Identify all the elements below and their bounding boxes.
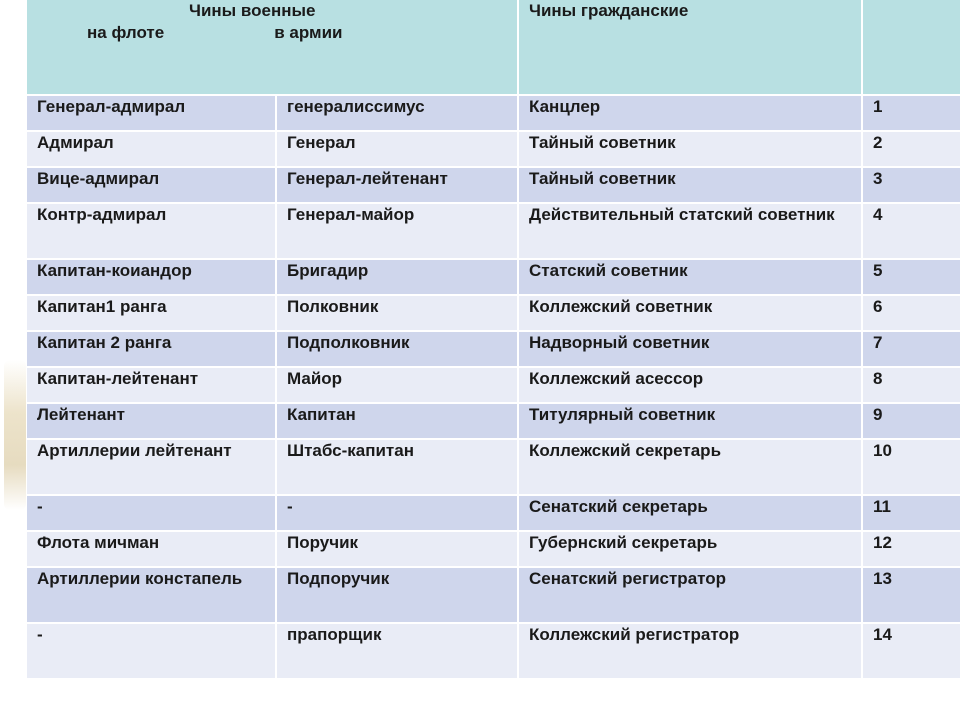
army-rank-cell: Капитан bbox=[276, 403, 518, 439]
navy-rank-cell: Капитан-лейтенант bbox=[27, 367, 276, 403]
civil-rank-cell: Действительный статский советник bbox=[518, 203, 862, 259]
class-number-cell: 12 bbox=[862, 531, 960, 567]
navy-rank-cell: Капитан 2 ранга bbox=[27, 331, 276, 367]
civil-rank-cell: Титулярный советник bbox=[518, 403, 862, 439]
civil-rank-cell: Надворный советник bbox=[518, 331, 862, 367]
army-rank-cell: Генерал bbox=[276, 131, 518, 167]
navy-rank-cell: Вице-адмирал bbox=[27, 167, 276, 203]
navy-subheader: на флоте bbox=[87, 23, 165, 42]
civil-rank-cell: Коллежский асессор bbox=[518, 367, 862, 403]
class-number-cell: 11 bbox=[862, 495, 960, 531]
civil-rank-cell: Коллежский секретарь bbox=[518, 439, 862, 495]
header-row bbox=[27, 0, 960, 95]
class-number-cell: 1 bbox=[862, 95, 960, 131]
navy-rank-cell: Лейтенант bbox=[27, 403, 276, 439]
civil-rank-cell: Коллежский советник bbox=[518, 295, 862, 331]
army-rank-cell: Поручик bbox=[276, 531, 518, 567]
army-rank-cell: Подполковник bbox=[276, 331, 518, 367]
navy-rank-cell: Генерал-адмирал bbox=[27, 95, 276, 131]
army-rank-cell: Генерал-майор bbox=[276, 203, 518, 259]
civil-rank-cell: Коллежский регистратор bbox=[518, 623, 862, 679]
navy-rank-cell: Флота мичман bbox=[27, 531, 276, 567]
civil-rank-cell: Тайный советник bbox=[518, 131, 862, 167]
decorative-edge-ornament bbox=[4, 360, 26, 510]
class-number-cell: 14 bbox=[862, 623, 960, 679]
civil-rank-cell: Сенатский регистратор bbox=[518, 567, 862, 623]
table-row bbox=[27, 403, 960, 439]
class-number-cell: 5 bbox=[862, 259, 960, 295]
army-rank-cell: Бригадир bbox=[276, 259, 518, 295]
army-rank-cell: Генерал-лейтенант bbox=[276, 167, 518, 203]
table-row bbox=[27, 167, 960, 203]
class-number-cell: 9 bbox=[862, 403, 960, 439]
class-number-cell: 8 bbox=[862, 367, 960, 403]
class-number-cell: 6 bbox=[862, 295, 960, 331]
table-row bbox=[27, 259, 960, 295]
class-number-cell: 2 bbox=[862, 131, 960, 167]
military-ranks-title: Чины военные bbox=[189, 1, 316, 20]
civil-rank-cell: Губернский секретарь bbox=[518, 531, 862, 567]
navy-rank-cell: - bbox=[27, 495, 276, 531]
army-rank-cell: Подпоручик bbox=[276, 567, 518, 623]
table-row bbox=[27, 95, 960, 131]
table-row bbox=[27, 439, 960, 495]
table-row bbox=[27, 295, 960, 331]
navy-rank-cell: Контр-адмирал bbox=[27, 203, 276, 259]
table-row bbox=[27, 495, 960, 531]
table-row bbox=[27, 131, 960, 167]
navy-rank-cell: Адмирал bbox=[27, 131, 276, 167]
navy-rank-cell: Капитан-коиандор bbox=[27, 259, 276, 295]
table-row bbox=[27, 367, 960, 403]
class-number-cell: 13 bbox=[862, 567, 960, 623]
army-subheader: в армии bbox=[274, 23, 343, 42]
army-rank-cell: - bbox=[276, 495, 518, 531]
civil-ranks-header: Чины гражданские bbox=[518, 0, 862, 95]
class-number-cell: 7 bbox=[862, 331, 960, 367]
military-subheaders bbox=[37, 22, 507, 44]
civil-rank-cell: Статский советник bbox=[518, 259, 862, 295]
civil-rank-cell: Тайный советник bbox=[518, 167, 862, 203]
navy-rank-cell: Артиллерии лейтенант bbox=[27, 439, 276, 495]
navy-rank-cell: Артиллерии констапель bbox=[27, 567, 276, 623]
class-number-cell: 10 bbox=[862, 439, 960, 495]
army-rank-cell: Полковник bbox=[276, 295, 518, 331]
table-row bbox=[27, 623, 960, 679]
class-number-cell: 4 bbox=[862, 203, 960, 259]
army-rank-cell: Майор bbox=[276, 367, 518, 403]
military-ranks-header bbox=[27, 0, 518, 95]
ranks-table bbox=[27, 0, 960, 680]
class-header bbox=[862, 0, 960, 95]
civil-rank-cell: Сенатский секретарь bbox=[518, 495, 862, 531]
civil-rank-cell: Канцлер bbox=[518, 95, 862, 131]
army-rank-cell: прапорщик bbox=[276, 623, 518, 679]
table-row bbox=[27, 331, 960, 367]
navy-rank-cell: - bbox=[27, 623, 276, 679]
table-row bbox=[27, 531, 960, 567]
table-row bbox=[27, 567, 960, 623]
army-rank-cell: генералиссимус bbox=[276, 95, 518, 131]
army-rank-cell: Штабс-капитан bbox=[276, 439, 518, 495]
class-number-cell: 3 bbox=[862, 167, 960, 203]
navy-rank-cell: Капитан1 ранга bbox=[27, 295, 276, 331]
table-row bbox=[27, 203, 960, 259]
